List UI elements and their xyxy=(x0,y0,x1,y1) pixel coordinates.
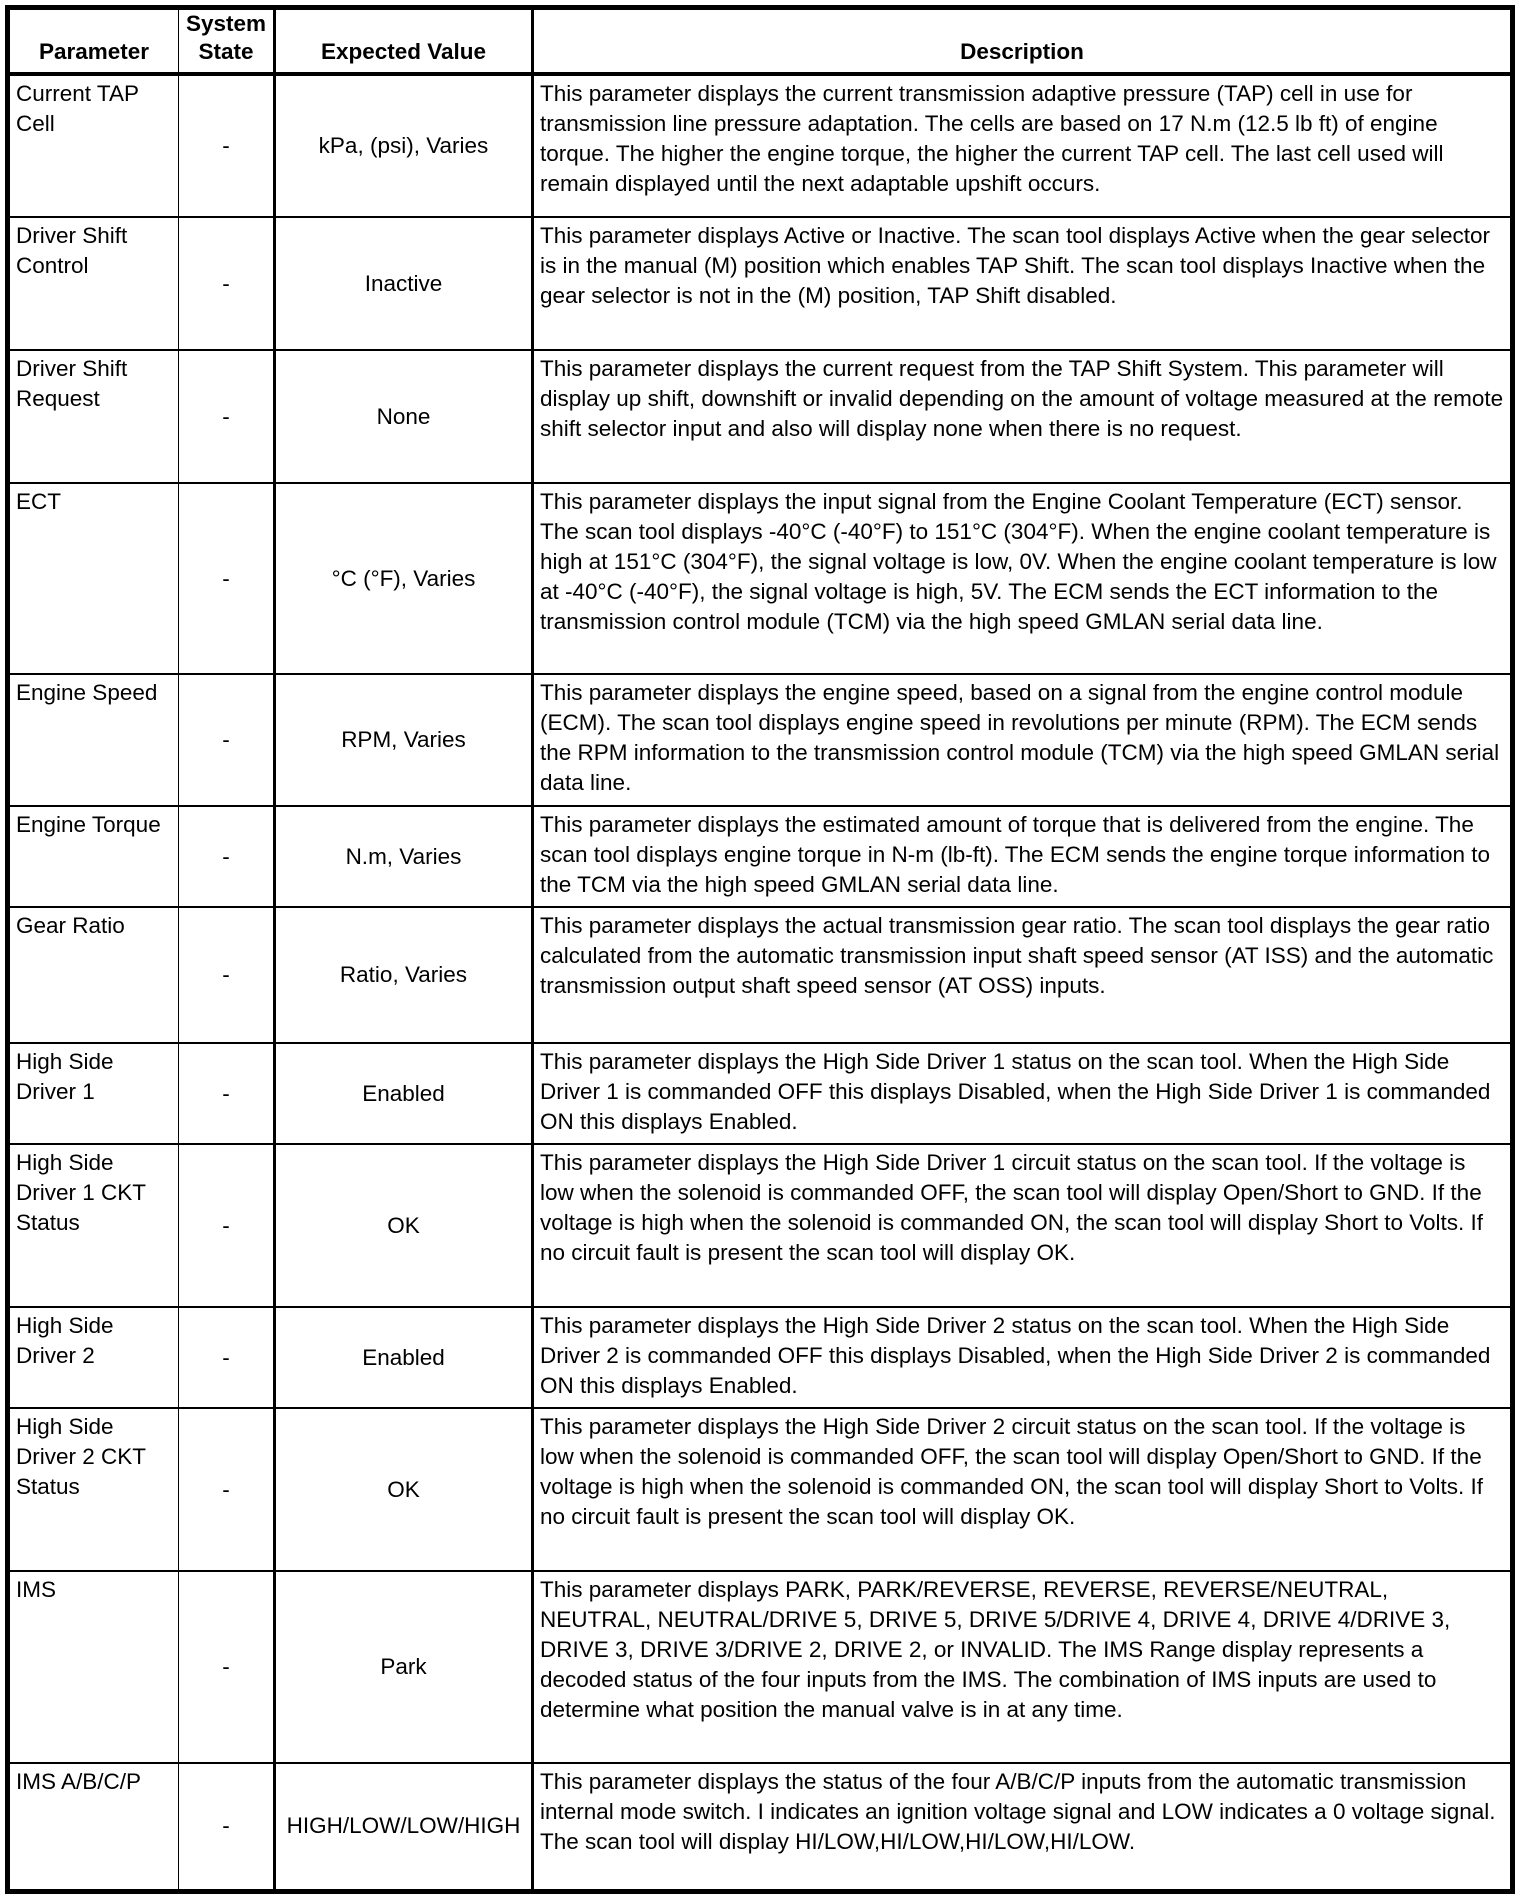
system-state-cell: - xyxy=(179,350,275,483)
expected-value-cell: kPa, (psi), Varies xyxy=(275,74,533,217)
expected-value-cell: Park xyxy=(275,1571,533,1763)
expected-value-cell: Enabled xyxy=(275,1307,533,1408)
header-system-state: System State xyxy=(179,8,275,75)
expected-value-cell: Enabled xyxy=(275,1043,533,1144)
header-description: Description xyxy=(533,8,1513,75)
expected-value-cell: OK xyxy=(275,1408,533,1571)
description-cell: This parameter displays the current transmission adaptive pressure (TAP) cell in use for transmission line pressure adaptation. The cells are based on 17 N.m (12.5 lb ft) of engine torque. The higher the engine torque, the higher the current TAP cell. The last cell used will remain displayed until the next adaptable upshift occurs. xyxy=(533,74,1513,217)
description-cell: This parameter displays the High Side Driver 1 circuit status on the scan tool. If the voltage is low when the solenoid is commanded OFF, the scan tool will display Open/Short to GND. If the voltage is high when the solenoid is commanded ON, the scan tool will display Short to Volts. If no circuit fault is present the scan tool will display OK. xyxy=(533,1144,1513,1307)
table-row xyxy=(8,1307,1513,1408)
header-expected-value: Expected Value xyxy=(275,8,533,75)
header-parameter: Parameter xyxy=(8,8,179,75)
description-cell: This parameter displays the status of the four A/B/C/P inputs from the automatic transmission internal mode switch. I indicates an ignition voltage signal and LOW indicates a 0 voltage signal. The scan tool will display HI/LOW,HI/LOW,HI/LOW,HI/LOW. xyxy=(533,1763,1513,1891)
system-state-cell: - xyxy=(179,806,275,907)
table-row xyxy=(8,1763,1513,1891)
description-cell: This parameter displays the actual transmission gear ratio. The scan tool displays the gear ratio calculated from the automatic transmission input shaft speed sensor (AT ISS) and the automatic transmission output shaft speed sensor (AT OSS) inputs. xyxy=(533,907,1513,1043)
parameter-cell: High Side Driver 2 xyxy=(8,1307,179,1408)
parameter-cell: Engine Torque xyxy=(8,806,179,907)
table-row xyxy=(8,1408,1513,1571)
system-state-cell: - xyxy=(179,907,275,1043)
system-state-cell: - xyxy=(179,1043,275,1144)
expected-value-cell: Ratio, Varies xyxy=(275,907,533,1043)
parameter-cell: Driver Shift Control xyxy=(8,217,179,350)
table-row xyxy=(8,217,1513,350)
parameter-cell: ECT xyxy=(8,483,179,674)
parameter-cell: Engine Speed xyxy=(8,674,179,806)
description-cell: This parameter displays the estimated amount of torque that is delivered from the engine. The scan tool displays engine torque in N-m (lb-ft). The ECM sends the engine torque information to the TCM via the high speed GMLAN serial data line. xyxy=(533,806,1513,907)
table-body xyxy=(8,74,1513,1891)
expected-value-cell: None xyxy=(275,350,533,483)
description-cell: This parameter displays the High Side Driver 2 circuit status on the scan tool. If the voltage is low when the solenoid is commanded OFF, the scan tool will display Open/Short to GND. If the voltage is high when the solenoid is commanded ON, the scan tool will display Short to Volts. If no circuit fault is present the scan tool will display OK. xyxy=(533,1408,1513,1571)
table-row xyxy=(8,483,1513,674)
expected-value-cell: OK xyxy=(275,1144,533,1307)
table-row xyxy=(8,674,1513,806)
description-cell: This parameter displays PARK, PARK/REVERSE, REVERSE, REVERSE/NEUTRAL, NEUTRAL, NEUTRAL/DRIVE 5, DRIVE 5, DRIVE 5/DRIVE 4, DRIVE 4, DRIVE 4/DRIVE 3, DRIVE 3, DRIVE 3/DRIVE 2, DRIVE 2, or INVALID. The IMS Range display represents a decoded status of the four inputs from the IMS. The combination of IMS inputs are used to determine what position the manual valve is in at any time. xyxy=(533,1571,1513,1763)
description-cell: This parameter displays the High Side Driver 1 status on the scan tool. When the High Side Driver 1 is commanded OFF this displays Disabled, when the High Side Driver 1 is commanded ON this displays Enabled. xyxy=(533,1043,1513,1144)
parameter-cell: High Side Driver 2 CKT Status xyxy=(8,1408,179,1571)
system-state-cell: - xyxy=(179,74,275,217)
table-row xyxy=(8,806,1513,907)
table-row xyxy=(8,1571,1513,1763)
system-state-cell: - xyxy=(179,1408,275,1571)
system-state-cell: - xyxy=(179,1307,275,1408)
expected-value-cell: HIGH/LOW/LOW/HIGH xyxy=(275,1763,533,1891)
parameter-cell: High Side Driver 1 xyxy=(8,1043,179,1144)
expected-value-cell: RPM, Varies xyxy=(275,674,533,806)
table-row xyxy=(8,1043,1513,1144)
parameter-cell: IMS xyxy=(8,1571,179,1763)
system-state-cell: - xyxy=(179,1144,275,1307)
parameter-cell: IMS A/B/C/P xyxy=(8,1763,179,1891)
description-cell: This parameter displays the engine speed, based on a signal from the engine control module (ECM). The scan tool displays engine speed in revolutions per minute (RPM). The ECM sends the RPM information to the transmission control module (TCM) via the high speed GMLAN serial data line. xyxy=(533,674,1513,806)
system-state-cell: - xyxy=(179,483,275,674)
parameter-cell: Gear Ratio xyxy=(8,907,179,1043)
expected-value-cell: Inactive xyxy=(275,217,533,350)
system-state-cell: - xyxy=(179,1571,275,1763)
parameter-cell: Driver Shift Request xyxy=(8,350,179,483)
table-row xyxy=(8,1144,1513,1307)
system-state-cell: - xyxy=(179,674,275,806)
parameter-table xyxy=(5,5,1515,1894)
table-header-row xyxy=(8,8,1513,75)
description-cell: This parameter displays the input signal from the Engine Coolant Temperature (ECT) sensor. The scan tool displays -40°C (-40°F) to 151°C (304°F). When the engine coolant temperature is high at 151°C (304°F), the signal voltage is low, 0V. When the engine coolant temperature is low at -40°C (-40°F), the signal voltage is high, 5V. The ECM sends the ECT information to the transmission control module (TCM) via the high speed GMLAN serial data line. xyxy=(533,483,1513,674)
system-state-cell: - xyxy=(179,1763,275,1891)
expected-value-cell: °C (°F), Varies xyxy=(275,483,533,674)
table-row xyxy=(8,907,1513,1043)
table-row xyxy=(8,350,1513,483)
table-row xyxy=(8,74,1513,217)
description-cell: This parameter displays Active or Inactive. The scan tool displays Active when the gear selector is in the manual (M) position which enables TAP Shift. The scan tool displays Inactive when the gear selector is not in the (M) position, TAP Shift disabled. xyxy=(533,217,1513,350)
parameter-cell: Current TAP Cell xyxy=(8,74,179,217)
system-state-cell: - xyxy=(179,217,275,350)
expected-value-cell: N.m, Varies xyxy=(275,806,533,907)
description-cell: This parameter displays the current request from the TAP Shift System. This parameter will display up shift, downshift or invalid depending on the amount of voltage measured at the remote shift selector input and also will display none when there is no request. xyxy=(533,350,1513,483)
description-cell: This parameter displays the High Side Driver 2 status on the scan tool. When the High Side Driver 2 is commanded OFF this displays Disabled, when the High Side Driver 2 is commanded ON this displays Enabled. xyxy=(533,1307,1513,1408)
parameter-cell: High Side Driver 1 CKT Status xyxy=(8,1144,179,1307)
